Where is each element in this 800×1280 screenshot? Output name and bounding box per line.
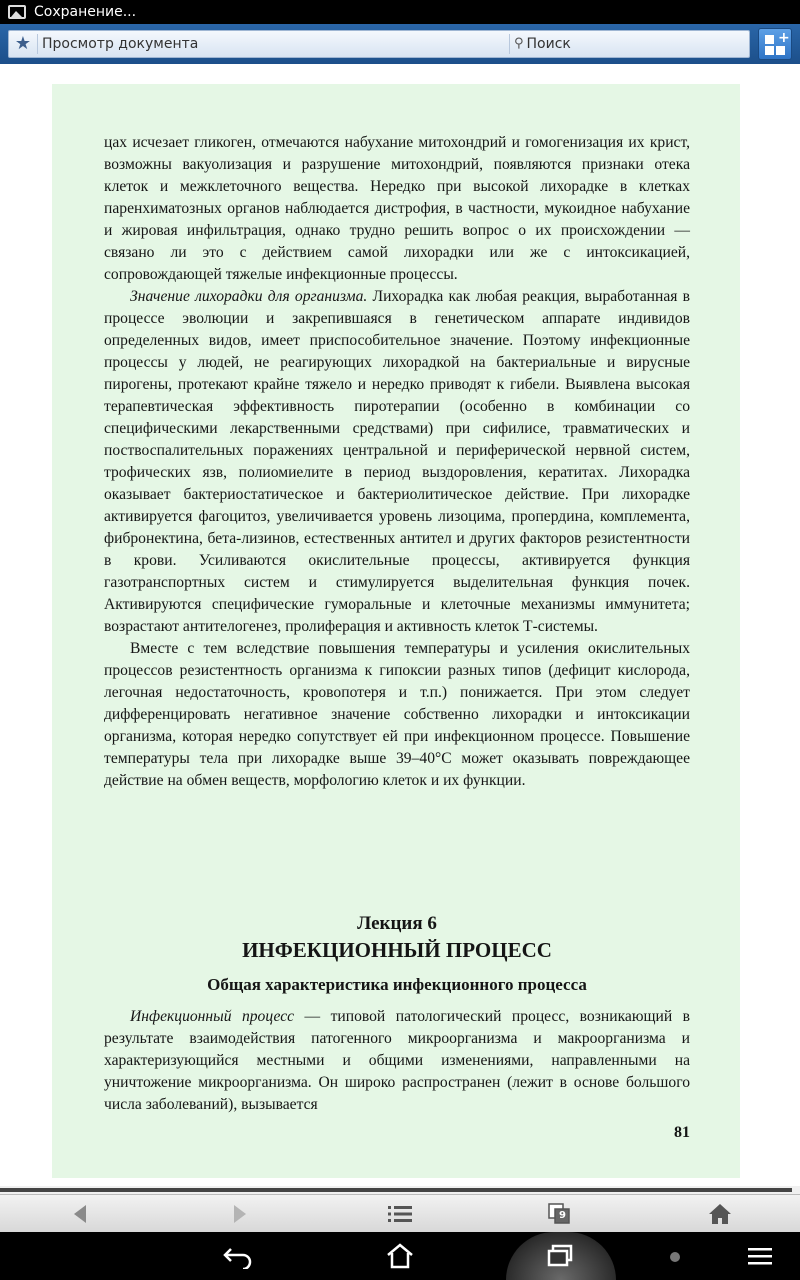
indicator-dot [670, 1252, 680, 1262]
paragraph-4-text: — типовой патологический процесс, возникающий в результате взаимодействия патогенного микроорганизма и макроорганизма и характеризующийся местными и общими изменениями, направленными на уничтожение микроорганизма. Он широко распространен (лежит в основе большого числа заболеваний), вызывается [104, 1008, 690, 1113]
grid-icon [765, 35, 774, 44]
home-icon [708, 1203, 732, 1225]
status-bar [0, 0, 800, 24]
reading-progress-bar[interactable] [0, 1186, 800, 1194]
toolbar [0, 24, 800, 64]
search-icon: ⚲ [514, 36, 524, 51]
system-back-button[interactable] [218, 1240, 258, 1272]
reading-progress-fill [0, 1188, 792, 1192]
system-recent-apps-button[interactable] [541, 1240, 581, 1272]
lecture-heading: ИНФЕКЦИОННЫЙ ПРОЦЕСС [242, 938, 552, 962]
paragraph-2 [104, 286, 690, 638]
image-icon [8, 5, 26, 19]
home-icon [385, 1242, 415, 1270]
arrow-right-icon [230, 1203, 250, 1225]
lecture-title: Лекция 6 [357, 913, 437, 934]
prev-page-button[interactable] [66, 1201, 94, 1227]
paragraph-2-text: Лихорадка как любая реакция, выработанная в процессе эволюции и закрепившаяся в генетическом аппарате индивидов определенных видов, имеет приспособительное значение. Поэтому инфекционные процессы у людей, не реагирующих лихорадкой на бактериальные и вирусные пирогены, протекают крайне тяжело и нередко приводят к гибели. Выявлена высокая терапевтическая эффективность пиротерапии (особенно в комбинации со специфическими лекарственными средствами) при сифилисе, травматических и поствоспалительных поражениях центральной и периферической нервной систем, трофических язв, полиомиелите в период выздоровления, кератитах. Лихорадка оказывает бактериостатическое и бактериолитическое действие. При лихорадке активируется фагоцитоз, увеличивается уровень лизоцима, пропердина, комплемента, фибронектина, бета-лизинов, естественных антител и других факторов резистентности в крови. Усиливаются окислительные процессы, активируется функция газотранспортных систем и стимулируется выделительная функция почек. Активируются специфические гуморальные и клеточные механизмы иммунитета; возрастают антителогенез, пролиферация и активность клеток Т-системы. [104, 288, 690, 635]
arrow-left-icon [70, 1203, 90, 1225]
recent-apps-icon [546, 1243, 576, 1269]
list-icon [388, 1204, 412, 1224]
system-home-button[interactable] [380, 1240, 420, 1272]
star-icon[interactable]: ★ [14, 33, 32, 54]
back-icon [221, 1243, 255, 1269]
search-input[interactable] [509, 34, 749, 54]
document-page[interactable] [52, 84, 740, 1178]
paragraph-1: цах исчезает гликоген, отмечаются набухание митохондрий и гомогенизация их крист, возможны вакуолизация и разрушение митохондрий, появляются признаки отека клеток и межклеточного вещества. Нередко при высокой лихорадке в клетках паренхиматозных органов наблюдается дистрофия, в частности, мукоидное набухание и жировая инфильтрация, однако трудно решить вопрос о их происхождении — связано ли это с действием самой лихорадки или же с интоксикацией, сопровождающей тяжелые инфекционные процессы. [104, 134, 690, 283]
menu-icon [747, 1245, 773, 1267]
page-number: 81 [674, 1124, 690, 1141]
paragraph-3: Вместе с тем вследствие повышения температуры и усиления окислительных процессов резистентность организма к гипоксии разных типов (дефицит кислорода, легочная недостаточность, кровопотеря и т.п.) понижается. При этом следует дифференцировать негативное значение собственно лихорадки и интоксикации организма, которая нередко сопутствует ей при инфекционном процессе. Повышение температуры тела при лихорадке выше 39–40°С может оказывать повреждающее действие на обмен веществ, морфологию клеток и их функции. [104, 640, 690, 789]
library-home-button[interactable] [706, 1201, 734, 1227]
system-nav-bar [0, 1232, 800, 1280]
page-badge: 9 [559, 1210, 566, 1221]
contents-button[interactable] [386, 1201, 414, 1227]
address-bar[interactable] [8, 30, 750, 58]
address-title[interactable]: Просмотр документа [37, 34, 509, 54]
system-menu-button[interactable] [740, 1240, 780, 1272]
paragraph-4-lead: Инфекционный процесс [130, 1008, 295, 1025]
pages-button[interactable] [546, 1201, 574, 1227]
page-body [104, 132, 690, 792]
section-heading: Общая характеристика инфекционного процесса [207, 975, 587, 994]
bottom-nav [0, 1194, 800, 1232]
status-title: Сохранение... [34, 4, 137, 20]
paragraph-4 [104, 1006, 690, 1116]
next-page-button[interactable] [226, 1201, 254, 1227]
search-placeholder: Поиск [526, 36, 571, 52]
grid-menu-button[interactable]: + [758, 28, 792, 60]
paragraph-2-lead: Значение лихорадки для организма. [130, 288, 368, 305]
